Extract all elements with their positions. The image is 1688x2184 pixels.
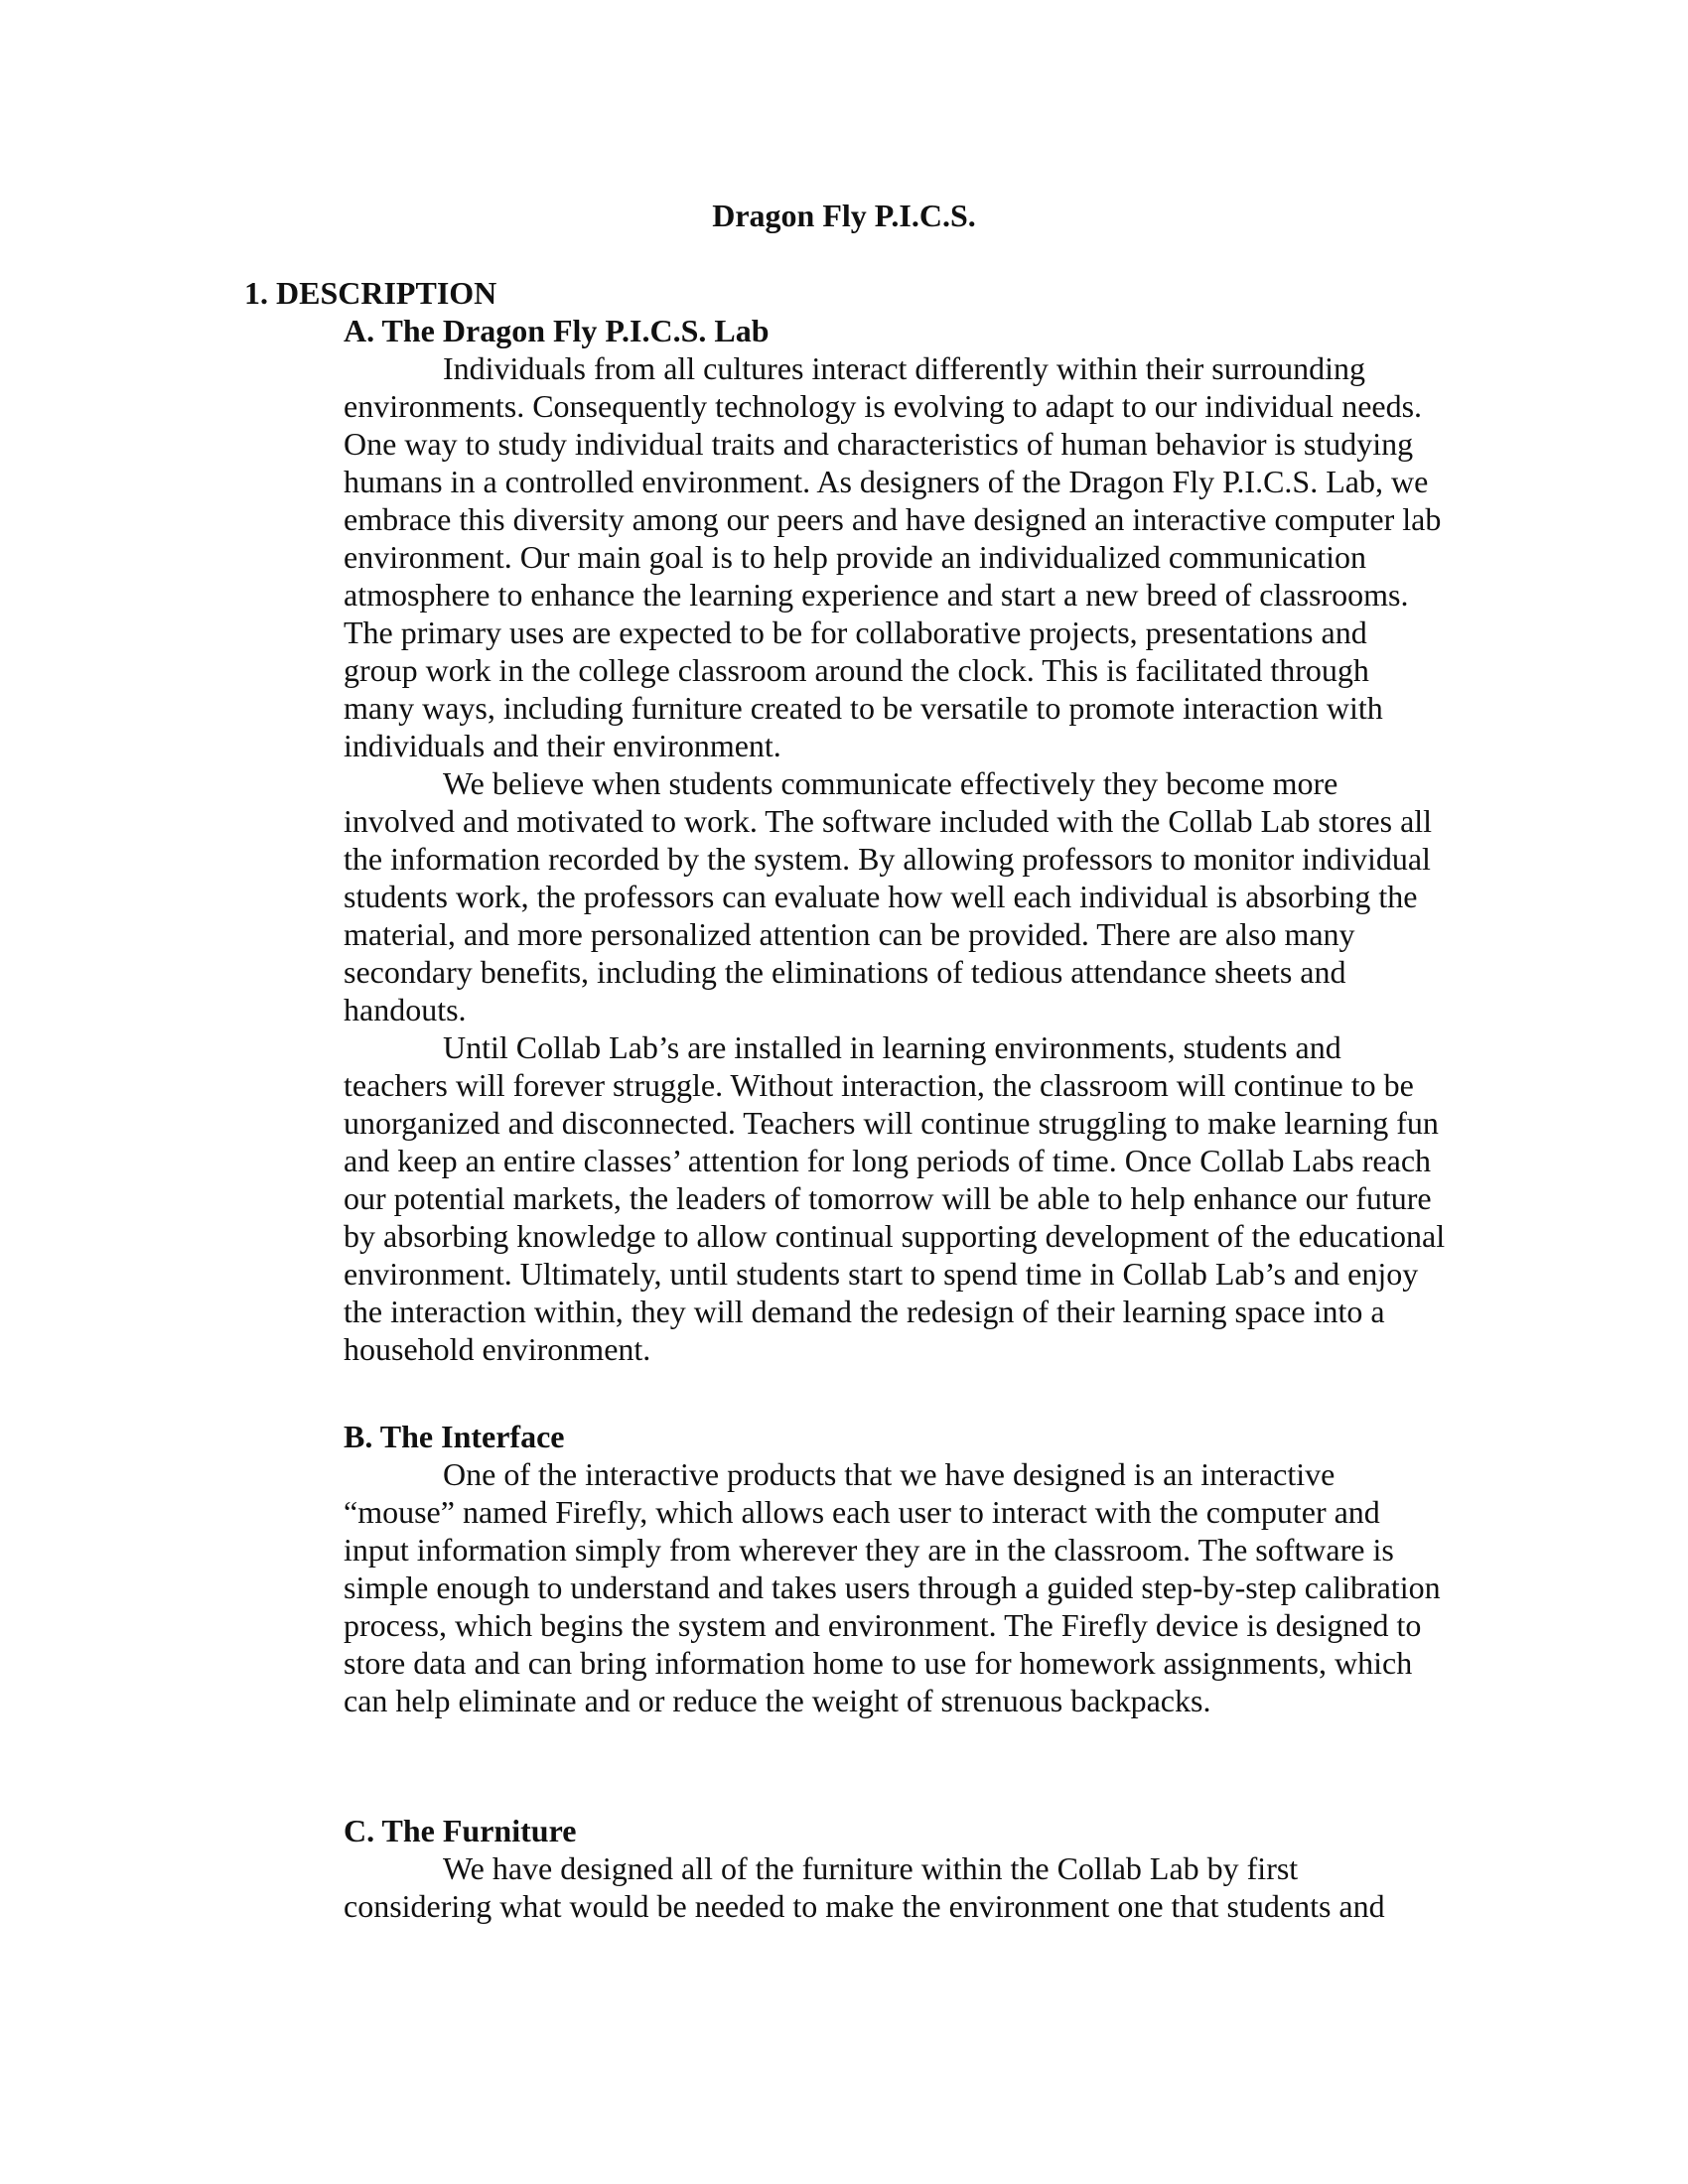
subsection-dragon-fly-lab <box>344 312 1446 1368</box>
document-title: Dragon Fly P.I.C.S. <box>712 198 976 233</box>
paragraph: We believe when students communicate effectively they become more involved and motivated to work. The software included with the Collab Lab stores all the information recorded by the system. By allowing professors to monitor individual students work, the professors can evaluate how well each individual is absorbing the material, and more personalized attention can be provided. There are also many secondary benefits, including the eliminations of tedious attendance sheets and handouts. <box>344 765 1433 1027</box>
paragraph: Until Collab Lab’s are installed in learning environments, students and teachers will forever struggle. Without interaction, the classroom will continue to be unorganized and disconnected. Teachers will continue struggling to make learning fun and keep an entire classes’ attention for long periods of time. Once Collab Labs reach our potential markets, the leaders of tomorrow will be able to help enhance our future by absorbing knowledge to allow continual supporting development of the educational environment. Ultimately, until students start to spend time in Collab Lab’s and enjoy the interaction within, they will demand the redesign of their learning space into a household environment. <box>344 1029 1446 1367</box>
paragraph: Individuals from all cultures interact differently within their surrounding environments. Consequently technology is evolving to adapt to our individual needs. One way to study individual traits and characteristics of human behavior is studying humans in a controlled environment. As designers of the Dragon Fly P.I.C.S. Lab, we embrace this diversity among our peers and have designed an interactive computer lab environment. Our main goal is to help provide an individualized communication atmosphere to enhance the learning experience and start a new breed of classrooms. The primary uses are expected to be for collaborative projects, presentations and group work in the college classroom around the clock. This is facilitated through many ways, including furniture created to be versatile to promote interaction with individuals and their environment. <box>344 350 1442 763</box>
subsection-interface <box>344 1418 1446 1719</box>
subsection-heading: A. The Dragon Fly P.I.C.S. Lab <box>344 313 770 348</box>
paragraph: We have designed all of the furniture within the Collab Lab by first considering what would be needed to make the environment one that students and <box>344 1850 1385 1924</box>
paragraph: One of the interactive products that we have designed is an interactive “mouse” named Firefly, which allows each user to interact with the computer and input information simply from wherever they are in the classroom. The software is simple enough to understand and takes users through a guided step-by-step calibration process, which begins the system and environment. The Firefly device is designed to store data and can bring information home to use for homework assignments, which can help eliminate and or reduce the weight of strenuous backpacks. <box>344 1456 1441 1718</box>
subsection-furniture <box>344 1812 1446 1925</box>
subsection-heading: B. The Interface <box>344 1419 565 1454</box>
subsection-heading: C. The Furniture <box>344 1813 577 1848</box>
section-heading-description: 1. DESCRIPTION <box>244 275 497 311</box>
